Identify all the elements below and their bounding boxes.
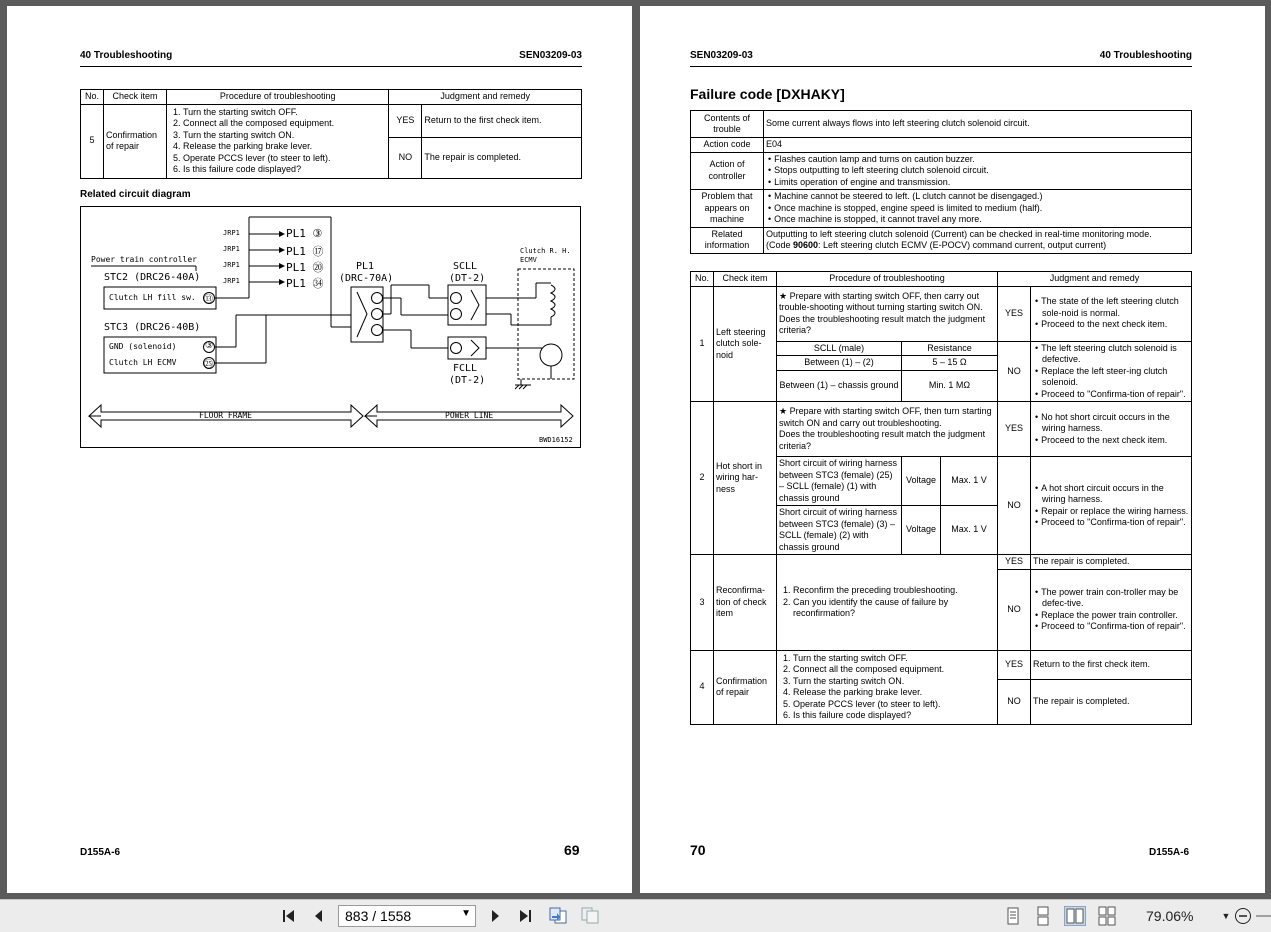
col-procedure: Procedure of troubleshooting bbox=[167, 90, 389, 105]
row-check-item: Hot short in wiring har-ness bbox=[714, 402, 777, 555]
two-page-view-button[interactable] bbox=[1064, 906, 1086, 926]
clutch-rh-label: Clutch R. H. bbox=[520, 247, 571, 255]
remedy-item: • Proceed to the next check item. bbox=[1042, 435, 1189, 447]
no-label: NO bbox=[998, 569, 1031, 650]
no-label: NO bbox=[389, 137, 422, 178]
stc3-label: STC3 (DRC26-40B) bbox=[104, 322, 201, 333]
first-page-button[interactable] bbox=[279, 906, 299, 926]
row-procedure bbox=[777, 650, 998, 724]
footer-page-number: 70 bbox=[690, 842, 706, 858]
zoom-slider[interactable] bbox=[1256, 906, 1271, 926]
row-procedure bbox=[777, 555, 998, 651]
info-item: • Machine cannot be steered to left. (L clutch cannot be disengaged.) bbox=[775, 191, 1189, 203]
info-text: E04 bbox=[764, 138, 1192, 153]
fcll-type: (DT-2) bbox=[449, 375, 486, 386]
jrp-label: JRP1 bbox=[223, 245, 240, 253]
sub-header: SCLL (male) bbox=[777, 341, 902, 356]
zoom-out-button[interactable] bbox=[1233, 906, 1253, 926]
info-item: • Once machine is stopped, engine speed is limited to medium (half). bbox=[775, 203, 1189, 215]
procedure-note: ★ Prepare with starting switch OFF, then carry out trouble-shooting without turning starting switch ON. bbox=[779, 290, 983, 312]
last-page-icon bbox=[517, 908, 533, 924]
pl-ref: PL1 ⑳ bbox=[286, 261, 324, 274]
no-remedy bbox=[1031, 569, 1192, 650]
no-remedy: The repair is completed. bbox=[422, 137, 582, 178]
remedy-item: • The power train con-troller may be defec-tive. bbox=[1042, 587, 1189, 610]
previous-view-button[interactable] bbox=[548, 906, 568, 926]
circuit-diagram bbox=[80, 206, 581, 448]
two-page-continuous-view-button[interactable] bbox=[1096, 906, 1118, 926]
next-page-button[interactable] bbox=[485, 906, 505, 926]
row-check-item: Reconfirma-tion of check item bbox=[714, 555, 777, 651]
row-no: 3 bbox=[691, 555, 714, 651]
row-no: 2 bbox=[691, 402, 714, 555]
pin-25: ㉕ bbox=[204, 360, 214, 370]
fcll-label: FCLL bbox=[453, 363, 478, 374]
pl1-type: (DRC-70A) bbox=[339, 273, 394, 284]
yes-remedy bbox=[1031, 286, 1192, 341]
step: 3. Turn the starting switch ON. bbox=[793, 676, 995, 688]
col-judgment: Judgment and remedy bbox=[998, 272, 1192, 287]
col-judgment: Judgment and remedy bbox=[389, 90, 582, 105]
failure-code-title: Failure code [DXHAKY] bbox=[690, 86, 845, 102]
yes-label: YES bbox=[389, 104, 422, 137]
step: 6. Is this failure code displayed? bbox=[183, 164, 386, 176]
info-label: Related information bbox=[691, 227, 764, 253]
single-page-view-button[interactable] bbox=[1002, 906, 1024, 926]
step: 4. Release the parking brake lever. bbox=[183, 141, 386, 153]
yes-label: YES bbox=[998, 286, 1031, 341]
no-label: NO bbox=[998, 679, 1031, 724]
step: 2. Can you identify the cause of failure by reconfirmation? bbox=[793, 597, 995, 620]
row-check-item: Confirmation of repair bbox=[104, 104, 167, 178]
header-doc-id: SEN03209-03 bbox=[690, 50, 753, 61]
yes-remedy: The repair is completed. bbox=[1031, 555, 1192, 570]
yes-label: YES bbox=[998, 402, 1031, 457]
remedy-item: • Proceed to "Confirma-tion of repair". bbox=[1042, 517, 1189, 529]
info-label: Action of controller bbox=[691, 152, 764, 190]
yes-remedy: Return to the first check item. bbox=[422, 104, 582, 137]
step: 1. Reconfirm the preceding troubleshooting. bbox=[793, 585, 995, 597]
page-indicator: 883 / 1558 bbox=[345, 908, 412, 924]
info-label: Contents of trouble bbox=[691, 111, 764, 138]
col-no: No. bbox=[691, 272, 714, 287]
footer-page-number: 69 bbox=[564, 842, 580, 858]
sub-cell: Voltage bbox=[902, 506, 941, 555]
chevron-down-icon: ▼ bbox=[461, 908, 471, 919]
confirmation-table bbox=[80, 89, 582, 179]
remedy-item: • Replace the left steer-ing clutch solenoid. bbox=[1042, 366, 1189, 389]
pl-ref: PL1 ㉞ bbox=[286, 277, 324, 290]
two-page-icon bbox=[1065, 907, 1085, 925]
info-item: • Stops outputting to left steering clutch solenoid circuit. bbox=[775, 165, 1189, 177]
zoom-out-icon bbox=[1234, 907, 1252, 925]
no-label: NO bbox=[998, 457, 1031, 555]
page-69 bbox=[7, 6, 632, 893]
sub-cell: Min. 1 MΩ bbox=[902, 371, 998, 402]
diagram-code: BWD16152 bbox=[539, 436, 573, 444]
yes-remedy bbox=[1031, 402, 1192, 457]
floor-frame-label: FLOOR FRAME bbox=[199, 411, 252, 420]
col-no: No. bbox=[81, 90, 104, 105]
remedy-item: • Proceed to "Confirma-tion of repair". bbox=[1042, 621, 1189, 633]
pl-ref: PL1 ③ bbox=[286, 227, 323, 240]
ecmv-label: ECMV bbox=[520, 256, 537, 264]
sub-cell: Max. 1 V bbox=[941, 506, 998, 555]
info-text bbox=[764, 227, 1192, 253]
header-doc-id: SEN03209-03 bbox=[519, 50, 582, 61]
row-no: 1 bbox=[691, 286, 714, 402]
related-line-1: Outputting to left steering clutch solenoid (Current) can be checked in real-time monitoring mode. bbox=[766, 228, 1152, 239]
previous-view-icon bbox=[548, 907, 568, 925]
troubleshooting-table bbox=[690, 271, 1192, 725]
last-page-button[interactable] bbox=[515, 906, 535, 926]
two-page-continuous-icon bbox=[1096, 906, 1118, 926]
info-text: Some current always flows into left steering clutch solenoid circuit. bbox=[764, 111, 1192, 138]
zoom-slider-track bbox=[1256, 908, 1271, 924]
page-header bbox=[80, 50, 582, 67]
no-remedy bbox=[1031, 457, 1192, 555]
remedy-item: • The state of the left steering clutch sole-noid is normal. bbox=[1042, 296, 1189, 319]
step: 3. Turn the starting switch ON. bbox=[183, 130, 386, 142]
procedure-question: Does the troubleshooting result match the judgment criteria? bbox=[779, 313, 986, 335]
yes-label: YES bbox=[998, 650, 1031, 679]
remedy-item: • A hot short circuit occurs in the wiring harness. bbox=[1042, 483, 1189, 506]
footer-model: D155A-6 bbox=[1149, 847, 1190, 858]
continuous-view-button[interactable] bbox=[1032, 906, 1054, 926]
sub-cell: 5 – 15 Ω bbox=[902, 356, 998, 371]
no-remedy bbox=[1031, 341, 1192, 402]
next-page-icon bbox=[487, 908, 503, 924]
remedy-item: • The left steering clutch solenoid is defective. bbox=[1042, 343, 1189, 366]
info-item: • Once machine is stopped, it cannot travel any more. bbox=[775, 214, 1189, 226]
row-no: 5 bbox=[81, 104, 104, 178]
step: 2. Connect all the composed equipment. bbox=[183, 118, 386, 130]
row-check-item: Confirmation of repair bbox=[714, 650, 777, 724]
clutch-ecmv-label: Clutch LH ECMV bbox=[109, 358, 177, 367]
col-check-item: Check item bbox=[714, 272, 777, 287]
sub-cell: Short circuit of wiring harness between STC3 (female) (25) – SCLL (female) (1) with chassis ground bbox=[777, 457, 902, 506]
next-view-icon bbox=[580, 907, 600, 925]
sub-cell: Max. 1 V bbox=[941, 457, 998, 506]
previous-page-button[interactable] bbox=[309, 906, 329, 926]
footer-model: D155A-6 bbox=[80, 847, 121, 858]
previous-page-icon bbox=[311, 908, 327, 924]
info-label: Action code bbox=[691, 138, 764, 153]
procedure-question: Does the troubleshooting result match the judgment criteria? bbox=[779, 429, 986, 451]
diagram-title: Related circuit diagram bbox=[80, 189, 191, 200]
jrp-label: JRP1 bbox=[223, 229, 240, 237]
header-section: 40 Troubleshooting bbox=[1099, 50, 1192, 61]
sub-cell: Short circuit of wiring harness between STC3 (female) (3) – SCLL (female) (2) with chassis ground bbox=[777, 506, 902, 555]
row-check-item: Left steering clutch sole-noid bbox=[714, 286, 777, 402]
pin-3: ③ bbox=[205, 341, 214, 351]
row-no: 4 bbox=[691, 650, 714, 724]
viewer-toolbar bbox=[0, 899, 1271, 932]
remedy-item: • Proceed to the next check item. bbox=[1042, 319, 1189, 331]
pl1-label: PL1 bbox=[356, 261, 375, 272]
step: 5. Operate PCCS lever (to steer to left). bbox=[793, 699, 995, 711]
remedy-item: • Repair or replace the wiring harness. bbox=[1042, 506, 1189, 518]
scll-type: (DT-2) bbox=[449, 273, 486, 284]
sub-cell: Voltage bbox=[902, 457, 941, 506]
row-procedure bbox=[167, 104, 389, 178]
step: 1. Turn the starting switch OFF. bbox=[183, 107, 386, 119]
info-list bbox=[764, 190, 1192, 228]
remedy-item: • No hot short circuit occurs in the wiring harness. bbox=[1042, 412, 1189, 435]
remedy-item: • Proceed to "Confirma-tion of repair". bbox=[1042, 389, 1189, 401]
no-label: NO bbox=[998, 341, 1031, 402]
info-label: Problem that appears on machine bbox=[691, 190, 764, 228]
col-procedure: Procedure of troubleshooting bbox=[777, 272, 998, 287]
step: 5. Operate PCCS lever (to steer to left). bbox=[183, 153, 386, 165]
scll-label: SCLL bbox=[453, 261, 478, 272]
related-line-2-post: : Left steering clutch ECMV (E-POCV) command current, output current) bbox=[818, 240, 1107, 250]
row-procedure bbox=[777, 402, 998, 457]
sub-cell: Between (1) – (2) bbox=[777, 356, 902, 371]
info-item: • Flashes caution lamp and turns on caution buzzer. bbox=[775, 154, 1189, 166]
pin-13: ⑬ bbox=[204, 295, 214, 305]
step: 1. Turn the starting switch OFF. bbox=[793, 653, 995, 665]
failure-info-table bbox=[690, 110, 1192, 254]
info-item: • Limits operation of engine and transmission. bbox=[775, 177, 1189, 189]
sub-cell: Between (1) – chassis ground bbox=[777, 371, 902, 402]
yes-label: YES bbox=[998, 555, 1031, 570]
page-70 bbox=[640, 6, 1265, 893]
step: 4. Release the parking brake lever. bbox=[793, 687, 995, 699]
yes-remedy: Return to the first check item. bbox=[1031, 650, 1192, 679]
continuous-page-icon bbox=[1032, 906, 1054, 926]
sub-header: Resistance bbox=[902, 341, 998, 356]
related-line-2-pre: (Code bbox=[766, 240, 794, 250]
row-procedure bbox=[777, 286, 998, 341]
power-train-label: Power train controller bbox=[91, 255, 197, 264]
stc2-label: STC2 (DRC26-40A) bbox=[104, 272, 201, 283]
jrp-label: JRP1 bbox=[223, 261, 240, 269]
clutch-fill-label: Clutch LH fill sw. bbox=[109, 293, 196, 302]
step: 6. Is this failure code displayed? bbox=[793, 710, 995, 722]
first-page-icon bbox=[281, 908, 297, 924]
page-number-input[interactable] bbox=[338, 905, 476, 927]
no-remedy: The repair is completed. bbox=[1031, 679, 1192, 724]
gnd-label: GND (solenoid) bbox=[109, 342, 177, 351]
info-list bbox=[764, 152, 1192, 190]
header-section: 40 Troubleshooting bbox=[80, 50, 173, 61]
power-line-label: POWER LINE bbox=[445, 411, 494, 420]
step: 2. Connect all the composed equipment. bbox=[793, 664, 995, 676]
col-check-item: Check item bbox=[104, 90, 167, 105]
chevron-down-icon: ▼ bbox=[1221, 911, 1231, 921]
zoom-level: 79.06% bbox=[1146, 908, 1194, 924]
next-view-button[interactable] bbox=[580, 906, 600, 926]
related-code: 90600 bbox=[793, 240, 819, 250]
page-header bbox=[690, 50, 1192, 67]
single-page-icon bbox=[1002, 906, 1024, 926]
pl-ref: PL1 ⑰ bbox=[286, 245, 324, 258]
remedy-item: • Replace the power train controller. bbox=[1042, 610, 1189, 622]
jrp-label: JRP1 bbox=[223, 277, 240, 285]
procedure-note: ★ Prepare with starting switch OFF, then turn starting switch ON and carry out troubleshooting. bbox=[779, 406, 992, 428]
